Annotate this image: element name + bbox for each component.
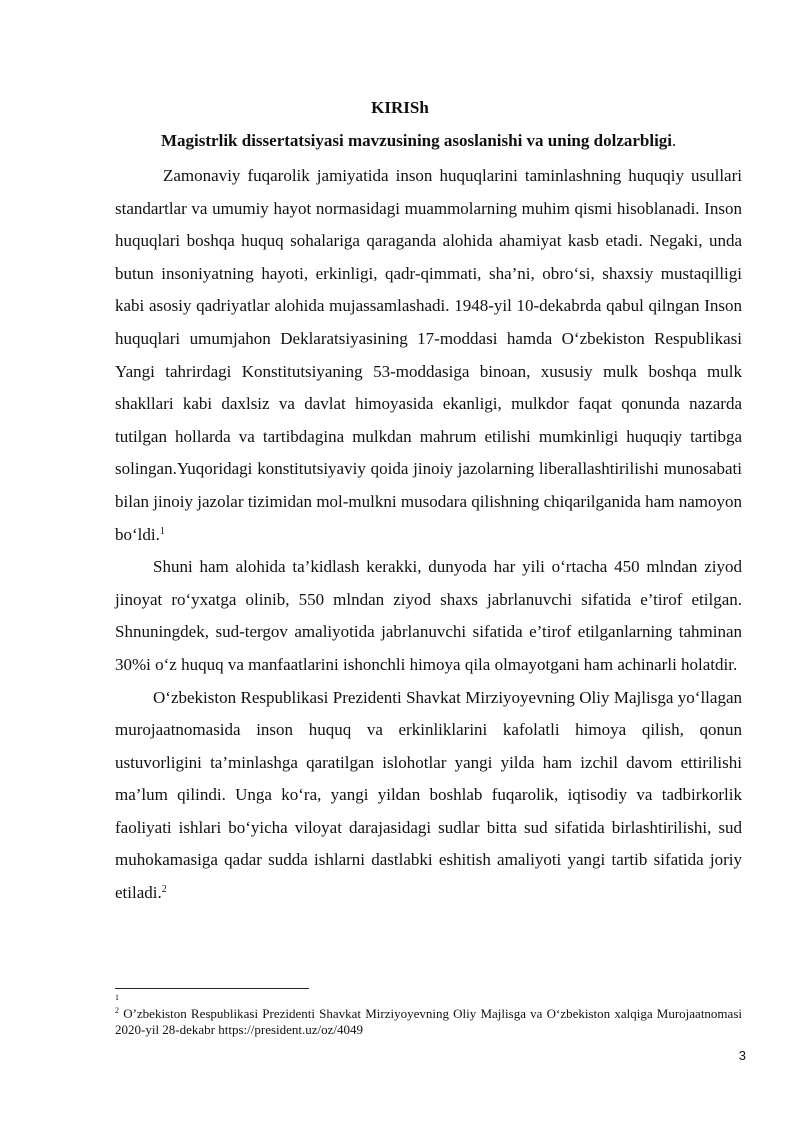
- body-text: [115, 160, 742, 910]
- page-number: 3: [738, 1048, 746, 1063]
- footnotes: [115, 993, 742, 1038]
- paragraph: [115, 682, 742, 910]
- section-subtitle-period: .: [672, 131, 677, 150]
- footnote-reference[interactable]: 1: [159, 525, 165, 537]
- paragraph: [115, 160, 742, 551]
- footnote-item: [115, 993, 742, 1006]
- section-subtitle: [115, 131, 740, 151]
- footnote-reference[interactable]: 2: [161, 884, 167, 896]
- chapter-title: KIRISh: [371, 98, 429, 117]
- footnote-mark: 1: [115, 993, 119, 1002]
- paragraph: [115, 551, 742, 681]
- footnote-mark: 2: [115, 1006, 119, 1015]
- footnote-item: [115, 1006, 742, 1038]
- paragraph-text: O‘zbekiston Respublikasi Prezidenti Shavkat Mirziyoyevning Oliy Majlisga yo‘llagan murojaatnomasida inson huquq va erkinliklarini kafolatli himoya qilish, qonun ustuvorligini ta’minlashga qaratilgan islohotlar yangi yilda ham izchil davom ettirilishi ma’lum qilindi. Unga ko‘ra, yangi yildan boshlab fuqarolik, iqtisodiy va tadbirkorlik faoliyati ishlari bo‘yicha viloyat darajasidagi sudlar bitta sud sifatida birlashtirilishi, sud muhokamasiga qadar sudda ishlarni dastlabki eshitish amaliyoti yangi tartib sifatida joriy etiladi.: [115, 687, 742, 903]
- section-subtitle-text: Magistrlik dissertatsiyasi mavzusining asoslanishi va uning dolzarbligi: [161, 131, 673, 150]
- paragraph-text: Shuni ham alohida ta’kidlash kerakki, dunyoda har yili o‘rtacha 450 mlndan ziyod jinoyat ro‘yxatga olinib, 550 mlndan ziyod shaxs jabrlanuvchi sifatida e’tirof etilgan. Shnuningdek, sud-tergov amaliyotida jabrlanuvchi sifatida e’tirof etilganlarning tahminan 30%i o‘z huquq va manfaatlarini ishonchli himoya qila olmayotgani ham achinarli holatdir.: [115, 557, 742, 674]
- footnote-separator: [115, 988, 309, 989]
- paragraph-text: Zamonaviy fuqarolik jamiyatida inson huquqlarini taminlashning huquqiy usullari standartlar va umumiy hayot normasidagi muammolarning muhim qismi hisoblanadi. Inson huquqlari boshqa huquq sohalariga qaraganda alohida ahamiyat kasb etadi. Negaki, unda butun insoniyatning hayoti, erkinligi, qadr-qimmati, sha’ni, obro‘si, shaxsiy mustaqilligi kabi asosiy qadriyatlar alohida mujassamlashadi. 1948-yil 10-dekabrda qabul qilngan Inson huquqlari umumjahon Deklaratsiyasining 17-moddasi hamda O‘zbekiston Respublikasi Yangi tahrirdagi Konstitutsiyaning 53-moddasiga binoan, xususiy mulk boshqa mulk shakllari kabi daxlsiz va davlat himoyasida ekanligi, mulkdor faqat qonunda nazarda tutilgan hollarda va tartibdagina mulkdan mahrum etilishi mumkinligi huquqiy tartibga solingan.Yuqoridagi konstitutsiyaviy qoida jinoiy jazolarning liberallashtirilishi munosabati bilan jinoiy jazolar tizimidan mol-mulkni musodara qilishning chiqarilganida ham namoyon bo‘ldi.: [115, 166, 742, 544]
- footnote-text: O’zbekiston Respublikasi Prezidenti Shavkat Mirziyoyevning Oliy Majlisga va O‘zbekiston xalqiga Murojaatnomasi 2020-yil 28-dekabr https://president.uz/oz/4049: [115, 1006, 742, 1037]
